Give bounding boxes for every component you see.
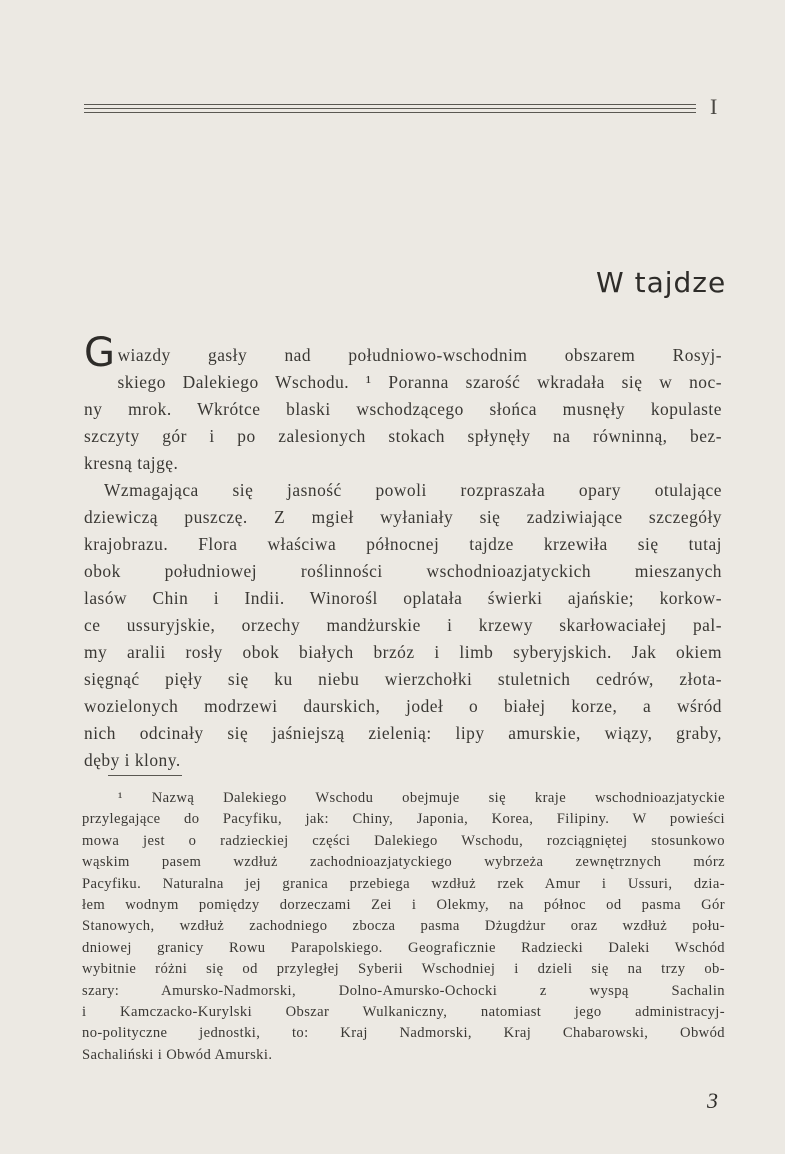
body-line: dziewiczą puszczę. Z mgieł wyłaniały się zadziwiające szczegóły bbox=[84, 507, 722, 527]
footnote-line: ¹ Nazwą Dalekiego Wschodu obejmuje się kraje wschodnioazjatyckie bbox=[118, 790, 725, 806]
chapter-title: W tajdze bbox=[596, 266, 727, 299]
body-line: szczyty gór i po zalesionych stokach spłynęły na równinną, bez- bbox=[84, 426, 722, 446]
body-line: dęby i klony. bbox=[84, 750, 181, 770]
footnote-rule bbox=[108, 775, 182, 776]
chapter-number: I bbox=[710, 94, 718, 119]
header-rule bbox=[84, 104, 696, 116]
body-line: skiego Dalekiego Wschodu. ¹ Poranna szarość wkradała się w noc- bbox=[117, 372, 722, 392]
footnote-line: dniowej granicy Rowu Parapolskiego. Geograficznie Radziecki Daleki Wschód bbox=[82, 939, 725, 956]
body-line: wozielonych modrzewi daurskich, jodeł o białej korze, a wśród bbox=[84, 696, 722, 716]
body-line: lasów Chin i Indii. Winorośl oplatała świerki ajańskie; korkow- bbox=[84, 588, 722, 608]
body-line: ce ussuryjskie, orzechy mandżurskie i krzewy skarłowaciałej pal- bbox=[84, 615, 722, 635]
footnote-line: i Kamczacko-Kurylski Obszar Wulkaniczny, natomiast jego administracyj- bbox=[82, 1003, 725, 1020]
drop-cap: G bbox=[84, 330, 116, 376]
footnote bbox=[82, 788, 725, 1066]
body-line: krajobrazu. Flora właściwa północnej tajdze krzewiła się tutaj bbox=[84, 534, 722, 554]
footnote-line: Stanowych, wzdłuż zachodniego zbocza pasma Dżugdżur oraz wzdłuż połu- bbox=[82, 918, 725, 935]
footnote-line: Pacyfiku. Naturalna jej granica przebiega wzdłuż rzek Amur i Ussuri, dzia- bbox=[82, 875, 725, 892]
body-line: nich odcinały się jaśniejszą zielenią: lipy amurskie, wiązy, graby, bbox=[84, 723, 722, 743]
footnote-line: szary: Amursko-Nadmorski, Dolno-Amursko-Ochocki z wyspą Sachalin bbox=[82, 982, 725, 999]
body-line: Wzmagająca się jasność powoli rozpraszała opary otulające bbox=[104, 480, 722, 500]
footnote-line: łem wodnym pomiędzy dorzeczami Zei i Olekmy, na północ od pasma Gór bbox=[82, 896, 725, 913]
footnote-line: mowa jest o radzieckiej części Dalekiego Wschodu, rozciągniętej stosunkowo bbox=[82, 832, 725, 849]
body-line: kresną tajgę. bbox=[84, 453, 179, 473]
body-line: sięgnąć pięły się ku niebu wierzchołki stuletnich cedrów, złota- bbox=[84, 669, 722, 689]
body-text bbox=[84, 330, 722, 774]
body-line: wiazdy gasły nad południowo-wschodnim obszarem Rosyj- bbox=[117, 345, 722, 365]
header-rule-line bbox=[84, 112, 696, 113]
body-line: obok południowej roślinności wschodnioazjatyckich mieszanych bbox=[84, 561, 722, 581]
page-number: 3 bbox=[707, 1088, 718, 1113]
body-line: ny mrok. Wkrótce blaski wschodzącego słońca musnęły kopulaste bbox=[84, 399, 722, 419]
footnote-line: przylegające do Pacyfiku, jak: Chiny, Japonia, Korea, Filipiny. W powieści bbox=[82, 811, 725, 828]
header-rule-line bbox=[84, 104, 696, 105]
footnote-line: no-polityczne jednostki, to: Kraj Nadmorski, Kraj Chabarowski, Obwód bbox=[82, 1025, 725, 1042]
header-rule-line bbox=[84, 108, 696, 109]
footnote-line: wąskim pasem wzdłuż zachodnioazjatyckiego wybrzeża zewnętrznych mórz bbox=[82, 854, 725, 871]
footnote-line: Sachaliński i Obwód Amurski. bbox=[82, 1046, 273, 1063]
body-line: my aralii rosły obok białych brzóz i limb syberyjskich. Jak okiem bbox=[84, 642, 722, 662]
footnote-line: wybitnie różni się od przyległej Syberii Wschodniej i dzieli się na trzy ob- bbox=[82, 961, 725, 978]
